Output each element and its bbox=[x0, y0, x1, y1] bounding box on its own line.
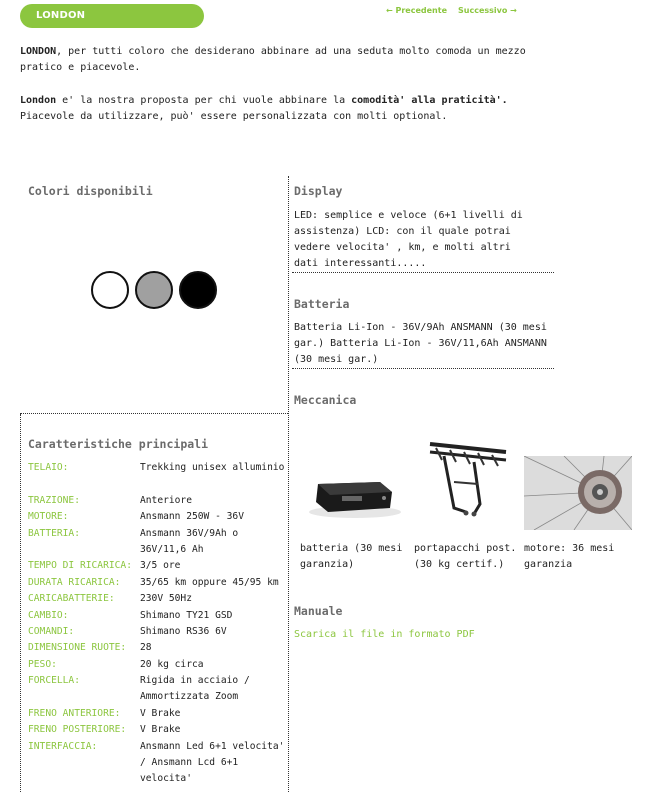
spec-value: Shimano TY21 GSD bbox=[140, 609, 233, 621]
intro-paragraph-2 bbox=[20, 93, 540, 125]
display-bottom-divider bbox=[292, 272, 554, 273]
spec-label: FRENO POSTERIORE: bbox=[28, 724, 127, 736]
spec-value: Ansmann 250W - 36V bbox=[140, 511, 244, 523]
spec-label: COMANDI: bbox=[28, 626, 75, 637]
mechanics-caption-battery: batteria (30 mesi garanzia) bbox=[300, 543, 403, 570]
spec-value: 230V 50Hz bbox=[140, 593, 192, 605]
next-link[interactable]: Successivo → bbox=[458, 6, 517, 15]
spec-value: V Brake bbox=[140, 708, 181, 719]
spec-label: DIMENSIONE RUOTE: bbox=[28, 642, 127, 654]
spec-value: V Brake bbox=[140, 724, 181, 736]
spec-label: FORCELLA: bbox=[28, 675, 80, 687]
spec-label: TELAIO: bbox=[28, 462, 69, 473]
manual-heading: Manuale bbox=[294, 604, 343, 618]
page-title: LONDON bbox=[36, 10, 86, 21]
intro-highlight: comodità' alla praticità'. bbox=[351, 95, 508, 106]
prev-link[interactable]: ← Precedente bbox=[386, 6, 447, 15]
spec-value: Trekking unisex alluminio bbox=[140, 462, 285, 473]
battery-text: Batteria Li-Ion - 36V/9Ah ANSMANN (30 mesi gar.) Batteria Li-Ion - 36V/11,6Ah ANSMANN (30 mesi gar.) bbox=[294, 322, 547, 365]
spec-label: INTERFACCIA: bbox=[28, 740, 98, 752]
vertical-divider bbox=[288, 176, 289, 792]
spec-label: DURATA RICARICA: bbox=[28, 576, 121, 588]
display-heading: Display bbox=[294, 184, 343, 198]
page-title-pill bbox=[20, 4, 204, 28]
swatch-grey[interactable] bbox=[135, 271, 173, 309]
spec-value: Ansmann Led 6+1 velocita' / Ansmann Lcd 6+1 velocita' bbox=[140, 740, 285, 784]
rear-rack-image[interactable] bbox=[414, 422, 518, 534]
intro-text-2b: Piacevole da utilizzare, può' essere personalizzata con molti optional. bbox=[20, 111, 448, 122]
spec-label: TRAZIONE: bbox=[28, 494, 80, 506]
spec-label: CARICABATTERIE: bbox=[28, 593, 115, 605]
spec-value: Ansmann 36V/9Ah o 36V/11,6 Ah bbox=[140, 527, 239, 555]
spec-label: CAMBIO: bbox=[28, 609, 69, 621]
colors-heading: Colori disponibili bbox=[28, 184, 153, 198]
intro-text-1: , per tutti coloro che desiderano abbinare ad una seduta molto comoda un mezzo pratico e piacevole. bbox=[20, 46, 526, 73]
specs-top-divider bbox=[20, 413, 288, 414]
intro-brand: LONDON bbox=[20, 46, 57, 57]
intro-paragraph-1 bbox=[20, 44, 540, 76]
spec-label: MOTORE: bbox=[28, 511, 69, 523]
spec-value: Shimano RS36 6V bbox=[140, 626, 227, 637]
mechanics-heading: Meccanica bbox=[294, 393, 357, 407]
hub-motor-image[interactable] bbox=[524, 456, 632, 530]
battery-pack-image[interactable] bbox=[300, 432, 410, 532]
spec-value: 35/65 km oppure 45/95 km bbox=[140, 576, 279, 588]
intro-brand-2: London bbox=[20, 95, 57, 106]
left-vertical-divider bbox=[20, 414, 21, 792]
color-swatches bbox=[91, 271, 223, 311]
download-pdf-link[interactable]: Scarica il file in formato PDF bbox=[294, 629, 475, 640]
spec-value: Rigida in acciaio / Ammortizzata Zoom bbox=[140, 675, 250, 703]
spec-value: 3/5 ore bbox=[140, 560, 181, 572]
display-text: LED: semplice e veloce (6+1 livelli di assistenza) LCD: con il quale potrai vedere velocita' , km, e molti altri dati interessanti..... bbox=[294, 210, 523, 269]
intro-text-2a: e' la nostra proposta per chi vuole abbinare la bbox=[56, 95, 352, 106]
spec-value: 20 kg circa bbox=[140, 658, 204, 670]
mechanics-caption-rack: portapacchi post. (30 kg certif.) bbox=[414, 543, 517, 570]
spec-value: 28 bbox=[140, 642, 152, 654]
spec-label: BATTERIA: bbox=[28, 527, 80, 539]
mechanics-caption-motor: motore: 36 mesi garanzia bbox=[524, 543, 615, 570]
specs-heading: Caratteristiche principali bbox=[28, 437, 209, 451]
swatch-white[interactable] bbox=[91, 271, 129, 309]
spec-value: Anteriore bbox=[140, 494, 192, 506]
spec-label: FRENO ANTERIORE: bbox=[28, 708, 121, 719]
battery-heading: Batteria bbox=[294, 297, 350, 311]
spec-label: PESO: bbox=[28, 658, 57, 670]
battery-bottom-divider bbox=[292, 368, 554, 369]
spec-label: TEMPO DI RICARICA: bbox=[28, 560, 132, 572]
swatch-black[interactable] bbox=[179, 271, 217, 309]
